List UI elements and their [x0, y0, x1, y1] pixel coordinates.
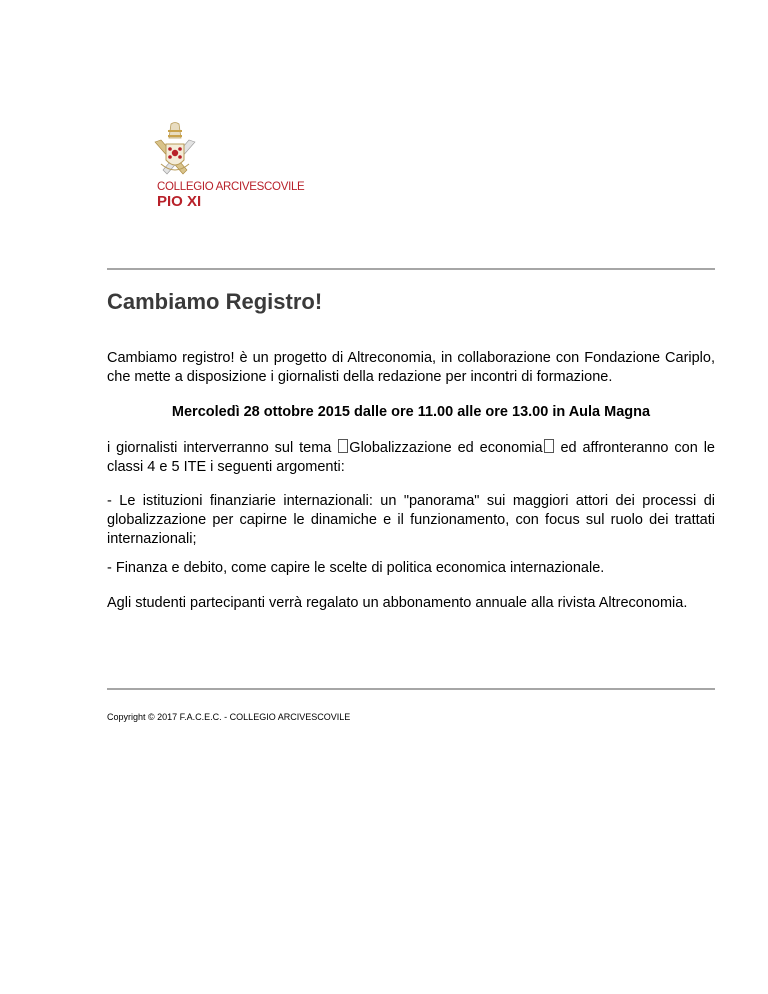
logo-line-1: COLLEGIO ARCIVESCOVILE: [157, 181, 305, 193]
point-2: - Finanza e debito, come capire le scelte di politica economica internazionale.: [107, 560, 605, 576]
topic-after: ed affronteranno con le classi 4 e 5 ITE i seguenti argomenti:: [107, 440, 715, 475]
intro-paragraph: Cambiamo registro! è un progetto di Altreconomia, in collaborazione con Fondazione Cariplo, che mette a disposizione i giornalisti della redazione per incontri di formazione.: [107, 350, 715, 385]
quote-close-glyph-icon: [544, 439, 554, 453]
point-1: - Le istituzioni finanziarie internazionali: un "panorama" sui maggiori attori dei processi di globalizzazione per capirne le dinamiche e il funzionamento, con focus sul ruolo dei trattati internazionali;: [107, 493, 715, 547]
topic-before: i giornalisti interverranno sul tema: [107, 440, 338, 456]
logo-line-2: PIO XI: [157, 193, 202, 210]
closing-paragraph: Agli studenti partecipanti verrà regalato un abbonamento annuale alla rivista Altreconomia.: [107, 595, 688, 611]
event-line: Mercoledì 28 ottobre 2015 dalle ore 11.00 alle ore 13.00 in Aula Magna: [171, 404, 651, 420]
copyright-footer: Copyright © 2017 F.A.C.E.C. - COLLEGIO ARCIVESCOVILE: [107, 712, 351, 722]
top-divider: [107, 268, 715, 270]
topic-theme: Globalizzazione ed economia: [349, 440, 543, 456]
bottom-divider: [107, 688, 715, 690]
topic-paragraph: [107, 439, 715, 477]
page-title: Cambiamo Registro!: [107, 289, 323, 314]
quote-open-glyph-icon: [338, 439, 348, 453]
